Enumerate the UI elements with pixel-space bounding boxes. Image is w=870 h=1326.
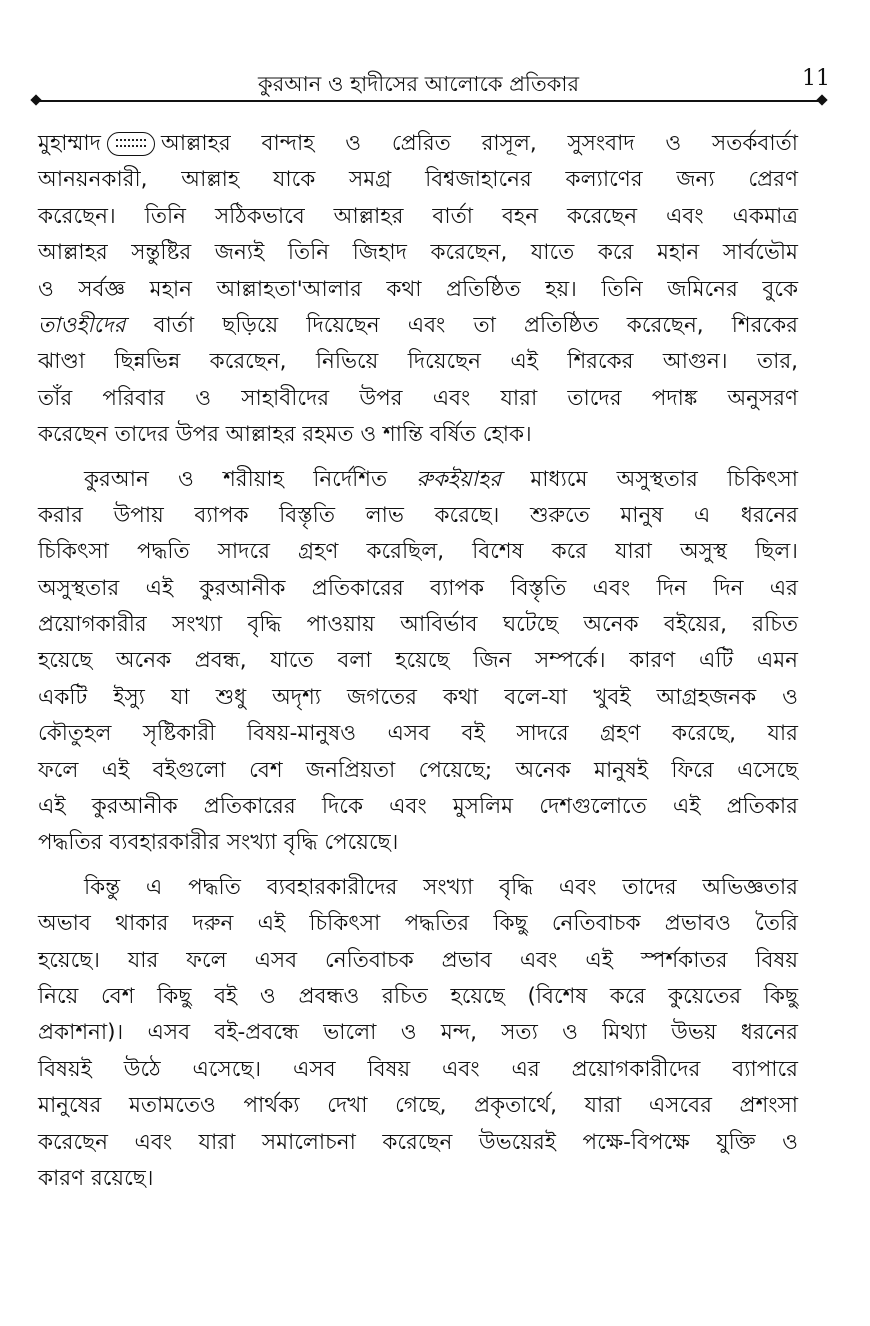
- text-line: মানুষের মতামতেও পার্থক্য দেখা গেছে, প্রকৃতার্থে, যারা এসবের প্রশংসা: [38, 1093, 798, 1119]
- text-line: হয়েছে অনেক প্রবন্ধ, যাতে বলা হয়েছে জিন সম্পর্কে। কারণ এটি এমন: [38, 648, 798, 674]
- text-line: তাঁর পরিবার ও সাহাবীদের উপর এবং যারা তাদের পদাঙ্ক অনুসরণ: [38, 385, 798, 411]
- text-line: বিষয়ই উঠে এসেছে। এসব বিষয় এবং এর প্রয়োগকারীদের ব্যাপারে: [38, 1056, 798, 1082]
- text-line: প্রয়োগকারীর সংখ্যা বৃদ্ধি পাওয়ায় আবির্ভাব ঘটেছে অনেক বইয়ের, রচিত: [38, 612, 798, 638]
- text-line: পদ্ধতির ব্যবহারকারীর সংখ্যা বৃদ্ধি পেয়েছে।: [38, 830, 399, 856]
- text-line: [38, 462, 798, 498]
- header-rule: [38, 100, 820, 102]
- text-line: কারণ রয়েছে।: [38, 1165, 154, 1191]
- page-number: 11: [802, 66, 830, 91]
- running-header-title: কুরআন ও হাদীসের আলোকে প্রতিকার: [258, 72, 580, 96]
- text-line: ফলে এই বইগুলো বেশ জনপ্রিয়তা পেয়েছে; অনেক মানুষই ফিরে এসেছে: [38, 757, 798, 783]
- text-line: প্রকাশনা)। এসব বই-প্রবন্ধে ভালো ও মন্দ, সত্য ও মিথ্যা উভয় ধরনের: [38, 1020, 798, 1046]
- text-segment: কুরআন ও শরীয়াহ নির্দেশিত: [84, 466, 388, 492]
- text-line: আল্লাহর সন্তুষ্টির জন্যই তিনি জিহাদ করেছেন, যাতে করে মহান সার্বভৌম: [38, 240, 798, 266]
- text-line: ঝাণ্ডা ছিন্নভিন্ন করেছেন, নিভিয়ে দিয়েছেন এই শিরকের আগুন। তার,: [38, 349, 798, 375]
- text-line: কিন্তু এ পদ্ধতি ব্যবহারকারীদের সংখ্যা বৃদ্ধি এবং তাদের অভিজ্ঞতার: [84, 874, 798, 900]
- text-segment: মাধ্যমে অসুস্থতার চিকিৎসা: [530, 466, 798, 492]
- text-line: অভাব থাকার দরুন এই চিকিৎসা পদ্ধতির কিছু নেতিবাচক প্রভাবও তৈরি: [38, 911, 798, 937]
- text-line: [38, 126, 798, 162]
- paragraph: [38, 462, 798, 862]
- text-line: চিকিৎসা পদ্ধতি সাদরে গ্রহণ করেছিল, বিশেষ করে যারা অসুস্থ ছিল।: [38, 539, 798, 565]
- text-line: করেছেন তাদের উপর আল্লাহর রহমত ও শান্তি বর্ষিত হোক।: [38, 422, 532, 448]
- text-line: এই কুরআনীক প্রতিকারের দিকে এবং মুসলিম দেশগুলোতে এই প্রতিকার: [38, 794, 798, 820]
- text-line: ও সর্বজ্ঞ মহান আল্লাহতা'আলার কথা প্রতিষ্ঠিত হয়। তিনি জমিনের বুকে: [38, 276, 798, 302]
- text-line: হয়েছে। যার ফলে এসব নেতিবাচক প্রভাব এবং এই স্পর্শকাতর বিষয়: [38, 947, 798, 973]
- italic-term: তাওহীদের: [38, 312, 126, 338]
- text-segment: মুহাম্মাদ: [38, 131, 101, 156]
- text-line: করেছেন। তিনি সঠিকভাবে আল্লাহর বার্তা বহন করেছেন এবং একমাত্র: [38, 203, 798, 229]
- text-line: [38, 308, 798, 344]
- text-line: কৌতুহল সৃষ্টিকারী বিষয়-মানুষও এসব বই সাদরে গ্রহণ করেছে, যার: [38, 721, 798, 747]
- italic-term: রুকইয়াহর: [416, 466, 502, 492]
- text-line: করার উপায় ব্যাপক বিস্তৃতি লাভ করেছে। শুরুতে মানুষ এ ধরনের: [38, 502, 798, 528]
- text-segment: বার্তা ছড়িয়ে দিয়েছেন এবং তা প্রতিষ্ঠিত করেছেন, শিরকের: [153, 312, 798, 338]
- text-line: করেছেন এবং যারা সমালোচনা করেছেন উভয়েরই পক্ষে-বিপক্ষে যুক্তি ও: [38, 1129, 798, 1155]
- text-line: অসুস্থতার এই কুরআনীক প্রতিকারের ব্যাপক বিস্তৃতি এবং দিন দিন এর: [38, 575, 798, 601]
- text-line: নিয়ে বেশ কিছু বই ও প্রবন্ধও রচিত হয়েছে (বিশেষ করে কুয়েতের কিছু: [38, 983, 798, 1009]
- text-segment: আল্লাহর বান্দাহ ও প্রেরিত রাসূল, সুসংবাদ ও সতর্কবার্তা: [160, 131, 798, 156]
- body-text: [38, 126, 798, 1197]
- text-line: আনয়নকারী, আল্লাহ যাকে সমগ্র বিশ্বজাহানের কল্যাণের জন্য প্রেরণ: [38, 167, 798, 193]
- paragraph: [38, 126, 798, 454]
- text-line: একটি ইস্যু যা শুধু অদৃশ্য জগতের কথা বলে-যা খুবই আগ্রহজনক ও: [38, 684, 798, 710]
- paragraph: [38, 870, 798, 1198]
- running-header: [28, 68, 830, 112]
- salawat-seal-icon: [107, 132, 155, 156]
